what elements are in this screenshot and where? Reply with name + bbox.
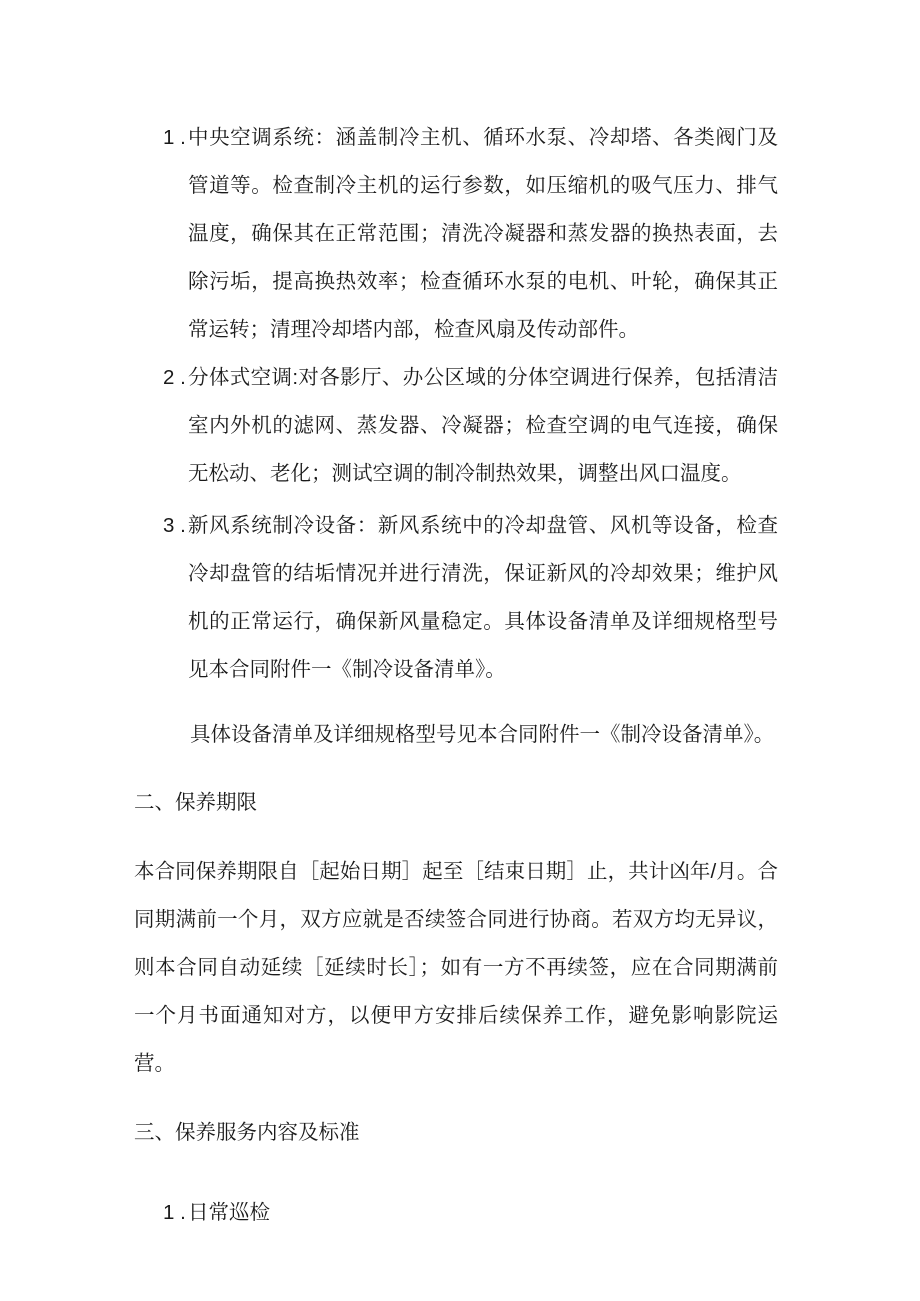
maintenance-period-paragraph: 本合同保养期限自［起始日期］起至［结束日期］止，共计凶年/月。合同期满前一个月，双方应就是否续签合同进行协商。若双方均无异议，则本合同自动延续［延续时长］；如有一方不再续签，应在合同期满前一个月书面通知对方，以便甲方安排后续保养工作，避免影响影院运营。 (134, 860, 778, 1075)
list-item-number: 1 . (163, 126, 186, 149)
equipment-scope-list (134, 114, 778, 694)
section-heading-maintenance-period: 二、保养期限 (134, 791, 257, 814)
list-item-text: 新风系统制冷设备：新风系统中的冷却盘管、风机等设备，检查冷却盘管的结垢情况并进行清洗，保证新风的冷却效果；维护风机的正常运行，确保新风量稳定。具体设备清单及详细规格型号见本合同附件一《制冷设备清单》。 (188, 514, 778, 681)
equipment-list-note: 具体设备清单及详细规格型号见本合同附件一《制冷设备清单》。 (190, 723, 775, 746)
list-item-text: 分体式空调:对各影厅、办公区域的分体空调进行保养，包括清洁室内外机的滤网、蒸发器、冷凝器；检查空调的电气连接，确保无松动、老化；测试空调的制冷制热效果，调整出风口温度。 (188, 366, 778, 485)
list-item-number: 3 . (163, 514, 186, 537)
list-item-central-ac (163, 114, 778, 354)
list-item-split-ac (163, 354, 778, 498)
list-item-number: 1 . (163, 1201, 186, 1224)
list-item-text: 日常巡检 (188, 1201, 270, 1224)
daily-inspection-item (134, 1189, 778, 1237)
list-item-text: 中央空调系统：涵盖制冷主机、循环水泵、冷却塔、各类阀门及管道等。检查制冷主机的运行参数，如压缩机的吸气压力、排气温度，确保其在正常范围；清洗冷凝器和蒸发器的换热表面，去除污垢，提高换热效率；检查循环水泵的电机、叶轮，确保其正常运转；清理冷却塔内部，检查风扇及传动部件。 (188, 126, 778, 341)
section-heading-service-content: 三、保养服务内容及标准 (134, 1121, 360, 1144)
list-item-fresh-air-system (163, 502, 778, 694)
list-item-number: 2 . (163, 366, 186, 389)
